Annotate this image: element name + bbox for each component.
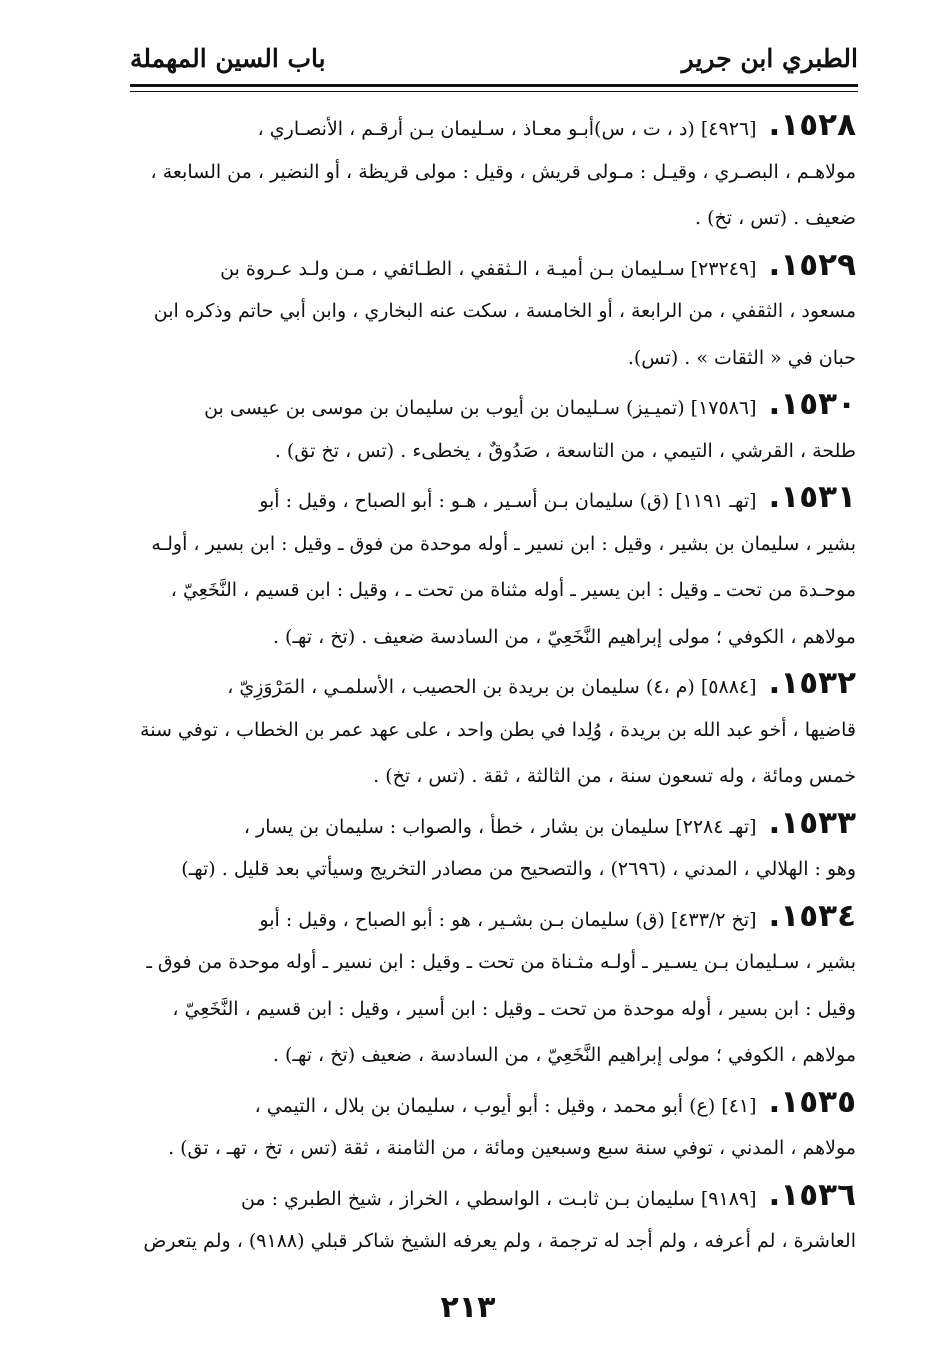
entry-text: [١٧٥٨٦] (تميـيز) سـليمان بن أيوب بن سليمان بن موسى بن عيسى بن bbox=[204, 397, 757, 419]
entry-1533-line bbox=[140, 800, 856, 847]
entry-1530-line bbox=[140, 381, 856, 428]
entry-text: [٤٩٢٦] (د ، ت ، س)أبـو معـاذ ، سـليمان بـن أرقـم ، الأنصـاري ، bbox=[257, 118, 757, 140]
entry-1536-line bbox=[140, 1172, 856, 1219]
entry-number: ١٥٣٣. bbox=[768, 804, 856, 841]
entry-1535-line bbox=[140, 1079, 856, 1126]
entry-number: ١٥٣٢. bbox=[768, 665, 856, 701]
entry-1531-line bbox=[140, 474, 856, 521]
entry-text: [٤١] (ع) أبو محمد ، وقيل : أبو أيوب ، سليمان بن بلال ، التيمي ، bbox=[254, 1094, 757, 1117]
entry-number: ١٥٣٤. bbox=[768, 897, 856, 934]
entry-1530-line: طلحة ، القرشي ، التيمي ، من التاسعة ، صَدُوقٌ ، يخطىء . (تس ، تخ تق) . bbox=[274, 439, 856, 462]
entry-1534-line: وقيل : ابن بسير ، أوله موحدة من تحت ـ وقيل : ابن أسير ، وقيل : ابن قسيم ، النَّخَعِيّ ، bbox=[172, 997, 856, 1020]
entry-1528-line: ضعيف . (تس ، تخ) . bbox=[695, 207, 856, 229]
entry-1529-line bbox=[140, 242, 856, 289]
header-rule-thin bbox=[130, 91, 858, 92]
entry-1534-line: بشير ، سـليمان بـن يسـير ـ أولـه مثـناة من تحت ـ وقيل : ابن نسير ـ أوله موحدة من فوق ـ bbox=[146, 951, 856, 973]
entry-number: ١٥٣٠. bbox=[768, 386, 856, 422]
entry-number: ١٥٢٩. bbox=[768, 246, 856, 283]
entry-text: [٩١٨٩] سليمان بـن ثابـت ، الواسطي ، الخراز ، شيخ الطبري : من bbox=[240, 1187, 757, 1210]
entries-body bbox=[140, 102, 856, 1265]
chapter-title: باب السين المهملة bbox=[130, 44, 326, 73]
entry-1529-line: حبان في « الثقات » . (تس). bbox=[627, 346, 856, 369]
entry-text: [٥٨٨٤] (م ،٤) سليمان بن بريدة بن الحصيب ، الأسلمـي ، المَرْوَزِيّ ، bbox=[227, 676, 757, 698]
entry-1536-line: العاشرة ، لم أعرفه ، ولم أجد له ترجمة ، ولم يعرفه الشيخ شاكر قبلي (٩١٨٨) ، ولم يتعرض bbox=[143, 1230, 856, 1252]
entry-1528-line: مولاهـم ، البصـري ، وقيـل : مـولى قريش ، وقيل : مولى قريظة ، أو النضير ، من السابعة ، bbox=[150, 160, 856, 183]
entry-1534-line: مولاهم ، الكوفي ؛ مولى إبراهيم النَّخَعِيّ ، من السادسة ، ضعيف (تخ ، تهـ) . bbox=[272, 1044, 856, 1066]
entry-1532-line bbox=[140, 660, 856, 707]
entry-number: ١٥٢٨. bbox=[768, 107, 856, 143]
page-number: ٢١٣ bbox=[440, 1290, 496, 1325]
header-rule-thick bbox=[130, 84, 858, 87]
entry-text: [تهـ ١١٩١] (ق) سليمان بـن أسـير ، هـو : أبو الصباح ، وقيل : أبو bbox=[259, 490, 757, 512]
entry-1529-line: مسعود ، الثقفي ، من الرابعة ، أو الخامسة ، سكت عنه البخاري ، وابن أبي حاتم وذكره ابن bbox=[153, 300, 856, 322]
book-title: الطبري ابن جرير bbox=[681, 44, 858, 73]
entry-1535-line: مولاهم ، المدني ، توفي سنة سبع وسبعين ومائة ، من الثامنة ، ثقة (تس ، تخ ، تهـ ، تق) . bbox=[168, 1137, 856, 1159]
entry-1532-line: خمس ومائة ، وله تسعون سنة ، من الثالثة ، ثقة . (تس ، تخ) . bbox=[373, 765, 856, 787]
entry-text: [٢٣٢٤٩] سـليمان بـن أميـة ، الـثقفي ، الطـائفي ، مـن ولـد عـروة بن bbox=[220, 257, 757, 280]
page-header bbox=[130, 36, 858, 86]
entry-1534-line bbox=[140, 893, 856, 940]
entry-1528-line bbox=[140, 102, 856, 149]
entry-number: ١٥٣١. bbox=[768, 479, 856, 515]
entry-1531-line: موحـدة من تحت ـ وقيل : ابن يسير ـ أوله مثناة من تحت ـ ، وقيل : ابن قسيم ، النَّخَعِيّ ، bbox=[170, 579, 856, 601]
entry-1531-line: مولاهم ، الكوفي ؛ مولى إبراهيم النَّخَعِيّ ، من السادسة ضعيف . (تخ ، تهـ) . bbox=[272, 625, 856, 648]
entry-1533-line: وهو : الهلالي ، المدني ، (٢٦٩٦) ، والتصحيح من مصادر التخريج وسيأتي بعد قليل . (تهـ) bbox=[181, 858, 856, 880]
entry-text: [تهـ ٢٢٨٤] سليمان بن بشار ، خطأ ، والصواب : سليمان بن يسار ، bbox=[243, 815, 757, 838]
entry-1531-line: بشير ، سليمان بن بشير ، وقيل : ابن نسير ـ أوله موحدة من فوق ـ وقيل : ابن بسير ، أولـه bbox=[151, 532, 856, 555]
entry-number: ١٥٣٦. bbox=[768, 1176, 856, 1213]
entry-number: ١٥٣٥. bbox=[768, 1083, 856, 1120]
entry-text: [تخ ٤٣٣/٢] (ق) سليمان بـن بشـير ، هو : أبو الصباح ، وقيل : أبو bbox=[259, 908, 757, 931]
entry-1532-line: قاضيها ، أخو عبد الله بن بريدة ، وُلِدا في بطن واحد ، على عهد عمر بن الخطاب ، توفي سنة bbox=[140, 718, 856, 741]
